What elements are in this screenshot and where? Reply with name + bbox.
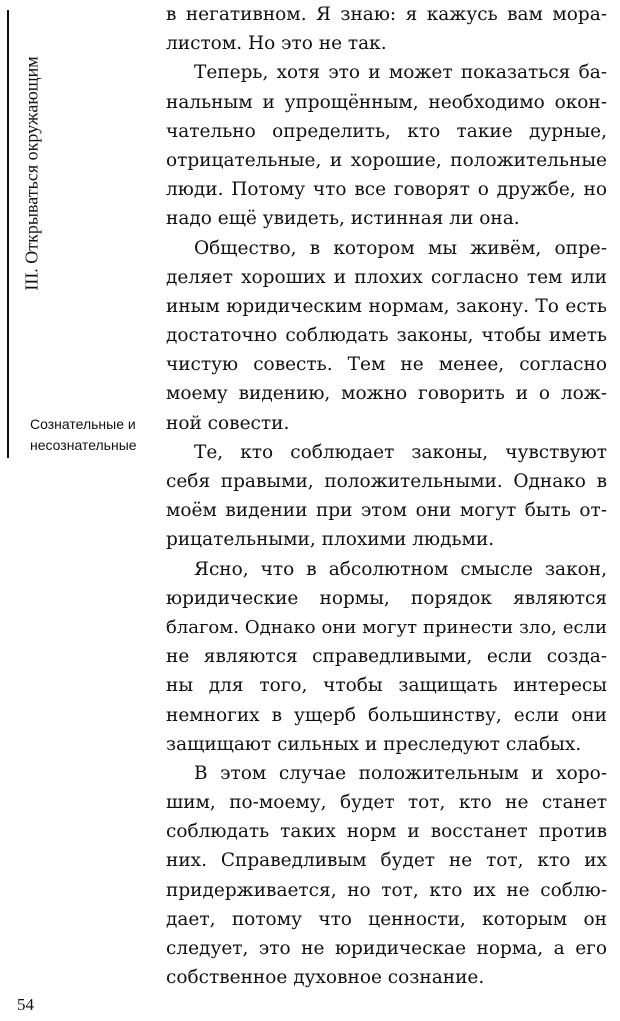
text-line: Ясно, что в абсолютном смысле закон,: [194, 558, 607, 580]
text-line: надо ещё увидеть, истинная ли она.: [166, 208, 520, 230]
text-line: придерживается, но тот, кто их не соблю-: [166, 879, 607, 901]
text-line: Теперь, хотя это и может показаться ба-: [194, 62, 607, 84]
text-line: В этом случае положительным и хоро-: [194, 762, 607, 784]
text-line: листом. Но это не так.: [166, 33, 387, 55]
body-text: [166, 0, 607, 992]
text-line: себя правыми, положительными. Однако в: [166, 471, 607, 492]
text-line: моём видении при этом они могут быть от-: [166, 500, 607, 522]
text-line: немногих в ущерб большинству, если они: [166, 704, 607, 726]
text-line: дает, потому что ценности, которым он: [166, 908, 607, 930]
text-line: следует, это не юридическае норма, а его: [166, 938, 607, 959]
text-line: шим, по-моему, будет тот, кто не станет: [166, 792, 607, 814]
text-line: благом. Однако они могут принести зло, если: [166, 616, 607, 638]
page-number: 54: [17, 995, 34, 1014]
text-line: них. Справедливым будет не тот, кто их: [166, 850, 607, 872]
running-head-text: III. Открываться окружающим: [21, 55, 42, 291]
text-line: чистую совесть. Тем не менее, согласно: [166, 354, 607, 376]
running-head: [14, 18, 50, 328]
text-line: рицательными, плохими людьми.: [166, 529, 495, 551]
text-line: деляет хороших и плохих согласно тем или: [166, 266, 607, 288]
text-line: соблюдать таких норм и восстанет против: [166, 821, 607, 843]
text-line: люди. Потому что все говорят о дружбе, но: [166, 179, 607, 201]
text-line: чательно определить, кто такие дурные,: [166, 120, 607, 142]
text-line: иным юридическим нормам, закону. То есть: [166, 295, 607, 317]
text-line: Те, кто соблюдает законы, чувствуют: [194, 441, 607, 463]
section-divider-rule: [7, 10, 9, 458]
text-line: нальным и упрощённым, необходимо окон-: [166, 91, 607, 113]
text-line: ной совести.: [166, 412, 290, 434]
text-line: моему видению, можно говорить и о лож-: [166, 383, 607, 405]
text-line: не являются справедливыми, если созда-: [166, 646, 607, 668]
text-line: Общество, в котором мы живём, опре-: [194, 237, 607, 259]
text-line: юридические нормы, порядок являются: [166, 587, 607, 609]
text-line: отрицательные, и хорошие, положительные: [166, 149, 607, 171]
margin-note-line: Сознательные и: [30, 416, 136, 432]
margin-note-line: несознательные: [30, 437, 137, 453]
text-line: в негативном. Я знаю: я кажусь вам мора-: [166, 4, 607, 25]
text-line: ны для того, чтобы защищать интересы: [166, 675, 607, 697]
text-line: защищают сильных и преследуют слабых.: [166, 733, 582, 755]
margin-note: [30, 414, 160, 456]
text-line: достаточно соблюдать законы, чтобы иметь: [166, 325, 607, 347]
text-line: собственное духовное сознание.: [166, 967, 485, 989]
